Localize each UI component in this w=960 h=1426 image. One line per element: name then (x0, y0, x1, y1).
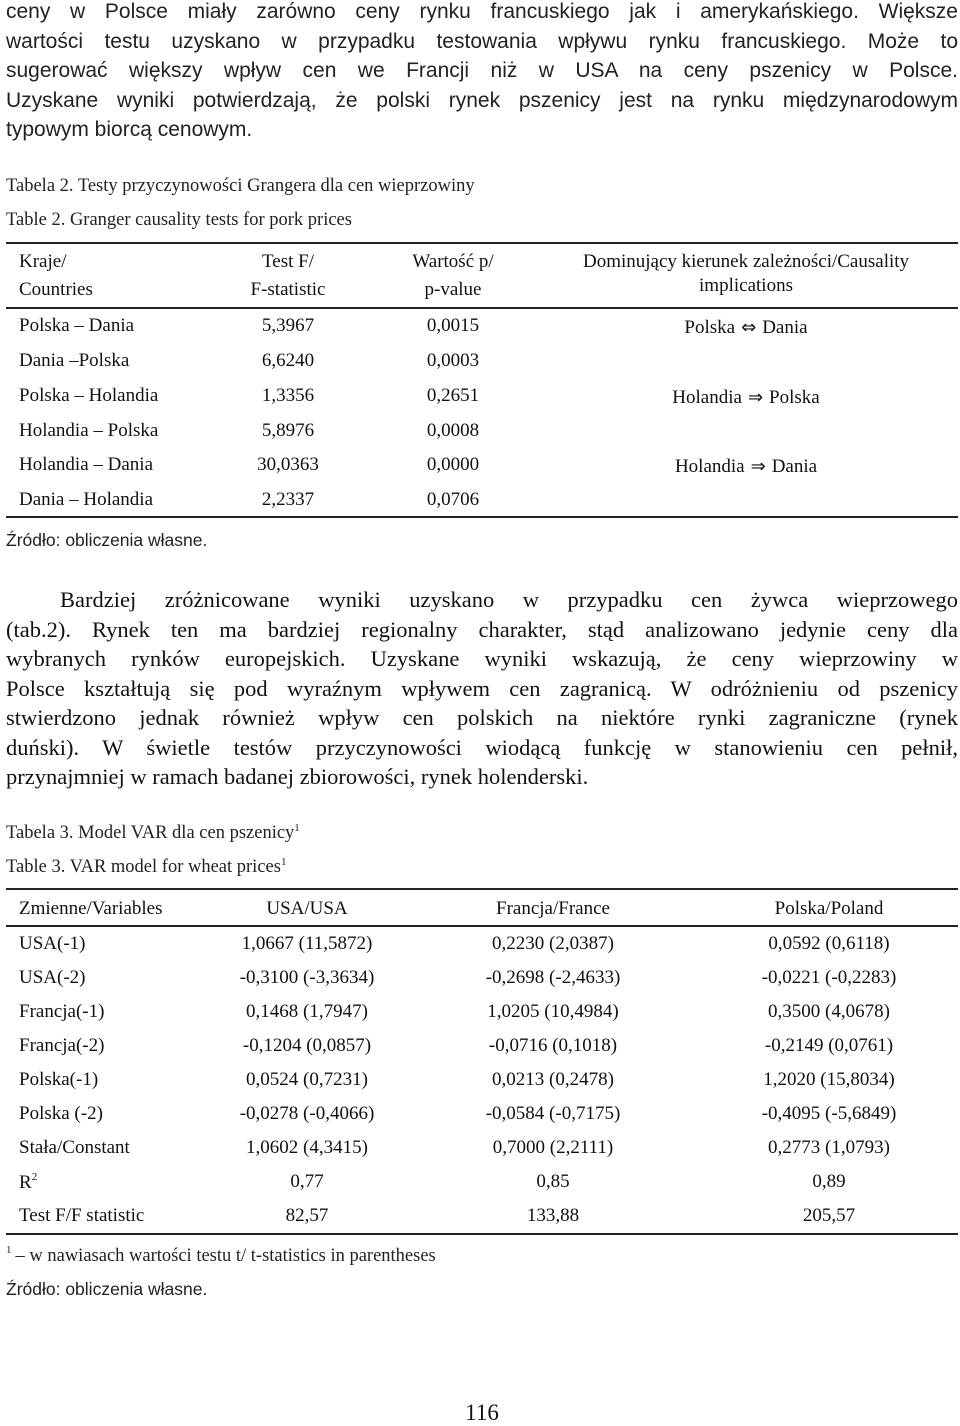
table3-source: Źródło: obliczenia własne. (6, 1279, 208, 1299)
text-line: Polsce kształtują się pod wyraźnym wpływem cen zagranicą. W odróżnieniu od pszenicy (6, 675, 958, 701)
text-line: wybranych rynków europejskich. Uzyskane wyniki wskazują, że ceny wieprzowiny w (6, 646, 958, 671)
text-line: stwierdzono jednak również wpływ cen polskich na niektóre rynki zagraniczne (rynek (6, 705, 958, 730)
header-implications: implications (699, 275, 793, 296)
implies-arrow-icon: ⇒ (750, 456, 766, 477)
header-poland: Polska/Poland (774, 898, 884, 919)
table2-source: Źródło: obliczenia własne. (6, 530, 208, 550)
table-row-var (19, 1171, 37, 1194)
header-f-test: Test F/ (262, 251, 314, 272)
implication-to: Dania (771, 456, 818, 477)
implication-from: Holandia (672, 387, 742, 408)
table2-caption-en: Table 2. Granger causality tests for pork prices (6, 210, 352, 230)
table-cell-france: 0,7000 (2,2111) (492, 1137, 614, 1158)
header-france: Francja/France (496, 898, 610, 919)
implication-holandia-polska (561, 387, 931, 409)
table2-caption-pl: Tabela 2. Testy przyczynowości Grangera dla cen wieprzowiny (6, 176, 475, 196)
header-usa: USA/USA (266, 898, 348, 919)
implication-to: Dania (762, 317, 808, 338)
table-cell-poland: -0,2149 (0,0761) (764, 1035, 894, 1056)
table-row-var: Polska (-2) (19, 1103, 103, 1124)
table-cell-poland: 0,89 (812, 1171, 846, 1192)
caption-text: Tabela 3. Model VAR dla cen pszenicy (6, 823, 295, 843)
text-line: duński). W świetle testów przyczynowości wiodącą funkcję w stanowieniu cen pełnił, (6, 734, 958, 760)
table-row-p: 0,0000 (426, 454, 480, 475)
footnote-mark: 1 (6, 1244, 12, 1256)
double-arrow-icon: ⇔ (741, 317, 757, 338)
table-rule (6, 516, 958, 518)
table-row-f: 6,6240 (261, 350, 315, 371)
table-cell-usa: -0,3100 (-3,3634) (239, 967, 375, 988)
table3-caption-en (6, 856, 286, 878)
table-row-var: Stała/Constant (19, 1137, 130, 1158)
footnote-ref: 1 (280, 856, 287, 868)
table-cell-france: 133,88 (526, 1205, 580, 1226)
table-row-p: 0,0008 (426, 420, 480, 441)
table-cell-usa: 0,0524 (0,7231) (246, 1069, 368, 1090)
table-row-var: Polska(-1) (19, 1069, 99, 1090)
table-cell-france: -0,2698 (-2,4633) (485, 967, 621, 988)
header-countries: Kraje/ (19, 251, 67, 272)
table-cell-poland: -0,0221 (-0,2283) (761, 967, 897, 988)
table-row-var: Francja(-2) (19, 1035, 105, 1056)
table-cell-france: 0,85 (536, 1171, 570, 1192)
table-cell-poland: 0,0592 (0,6118) (768, 933, 890, 954)
superscript: 2 (31, 1171, 38, 1183)
table-rule (6, 1233, 958, 1235)
var-label: R (19, 1172, 32, 1193)
table-row-f: 1,3356 (261, 385, 315, 406)
text-line: sugerować większy wpływ cen we Francji niż w USA na ceny pszenicy w Polsce. (6, 59, 958, 82)
caption-text: Table 3. VAR model for wheat prices (6, 857, 281, 877)
table-row-var: Test F/F statistic (19, 1205, 145, 1226)
header-f-statistic: F-statistic (250, 279, 326, 300)
table-cell-france: 0,0213 (0,2478) (492, 1069, 614, 1090)
table-row-var: USA(-2) (19, 967, 86, 988)
header-p-value: Wartość p/ (412, 251, 494, 272)
text-line: (tab.2). Rynek ten ma bardziej regionalny charakter, stąd analizowano jedynie ceny dla (6, 616, 958, 642)
implication-holandia-dania (561, 456, 931, 478)
table-row-p: 0,2651 (426, 385, 480, 406)
text-line: Bardziej zróżnicowane wyniki uzyskano w przypadku cen żywca wieprzowego (60, 587, 958, 612)
table3-caption-pl (6, 822, 300, 844)
table-cell-usa: -0,1204 (0,0857) (242, 1035, 372, 1056)
intro-paragraph (6, 0, 958, 145)
header-variables: Zmienne/Variables (19, 898, 163, 919)
table3-footnote (6, 1244, 436, 1267)
table-cell-france: -0,0584 (-0,7175) (485, 1103, 621, 1124)
implication-polska-dania (561, 317, 931, 339)
header-countries-en: Countries (19, 279, 93, 300)
footnote-ref: 1 (294, 822, 300, 834)
table-cell-poland: 205,57 (802, 1205, 856, 1226)
table-row-var: Francja(-1) (19, 1001, 105, 1022)
table-row-p: 0,0706 (426, 489, 480, 510)
header-p-value-en: p-value (424, 279, 482, 300)
table-cell-france: -0,0716 (0,1018) (488, 1035, 618, 1056)
table-rule (6, 242, 958, 244)
table-cell-poland: 1,2020 (15,8034) (763, 1069, 895, 1090)
table-cell-france: 0,2230 (2,0387) (492, 933, 614, 954)
table-rule (6, 888, 958, 890)
table-row-f: 5,8976 (261, 420, 315, 441)
table-row-f: 30,0363 (257, 454, 319, 475)
text-line: wartości testu uzyskano w przypadku testowania wpływu rynku francuskiego. Może to (6, 29, 958, 53)
table-rule (6, 925, 958, 927)
table-cell-usa: 1,0667 (11,5872) (241, 933, 373, 954)
table-row-pair: Holandia – Dania (19, 454, 154, 475)
table-cell-usa: -0,0278 (-0,4066) (239, 1103, 375, 1124)
table-cell-poland: -0,4095 (-5,6849) (761, 1103, 897, 1124)
table-row-pair: Dania –Polska (19, 350, 130, 371)
table-cell-usa: 82,57 (285, 1205, 329, 1226)
implication-from: Holandia (674, 456, 745, 477)
table-cell-usa: 1,0602 (4,3415) (246, 1137, 368, 1158)
text-line: przynajmniej w ramach badanej zbiorowości, rynek holenderski. (6, 764, 589, 789)
page-number: 116 (465, 1400, 499, 1425)
implication-to: Polska (769, 387, 820, 408)
table-row-var: USA(-1) (19, 933, 86, 954)
text-line: typowym biorcą cenowym. (6, 118, 253, 141)
table-row-f: 2,2337 (261, 489, 315, 510)
header-causality: Dominujący kierunek zależności/Causality (582, 251, 910, 272)
table-cell-poland: 0,3500 (4,0678) (768, 1001, 890, 1022)
table-row-pair: Holandia – Polska (19, 420, 159, 441)
implication-from: Polska (684, 317, 736, 338)
table-cell-poland: 0,2773 (1,0793) (768, 1137, 890, 1158)
table-row-f: 5,3967 (261, 315, 315, 336)
table-row-pair: Polska – Holandia (19, 385, 159, 406)
table-cell-france: 1,0205 (10,4984) (487, 1001, 619, 1022)
body-paragraph (6, 585, 958, 792)
table-row-pair: Polska – Dania (19, 315, 135, 336)
table-row-pair: Dania – Holandia (19, 489, 154, 510)
implies-arrow-icon: ⇒ (747, 387, 764, 408)
footnote-text: – w nawiasach wartości testu t/ t-statistics in parentheses (15, 1246, 436, 1266)
table-row-p: 0,0015 (426, 315, 480, 336)
table-cell-usa: 0,77 (290, 1171, 324, 1192)
text-line: ceny w Polsce miały zarówno ceny rynku francuskiego jak i amerykańskiego. Większe (6, 0, 958, 23)
table-cell-usa: 0,1468 (1,7947) (246, 1001, 368, 1022)
table-rule (6, 307, 958, 309)
table-row-p: 0,0003 (426, 350, 480, 371)
text-line: Uzyskane wyniki potwierdzają, że polski rynek pszenicy jest na rynku międzynarodowym (6, 88, 958, 112)
